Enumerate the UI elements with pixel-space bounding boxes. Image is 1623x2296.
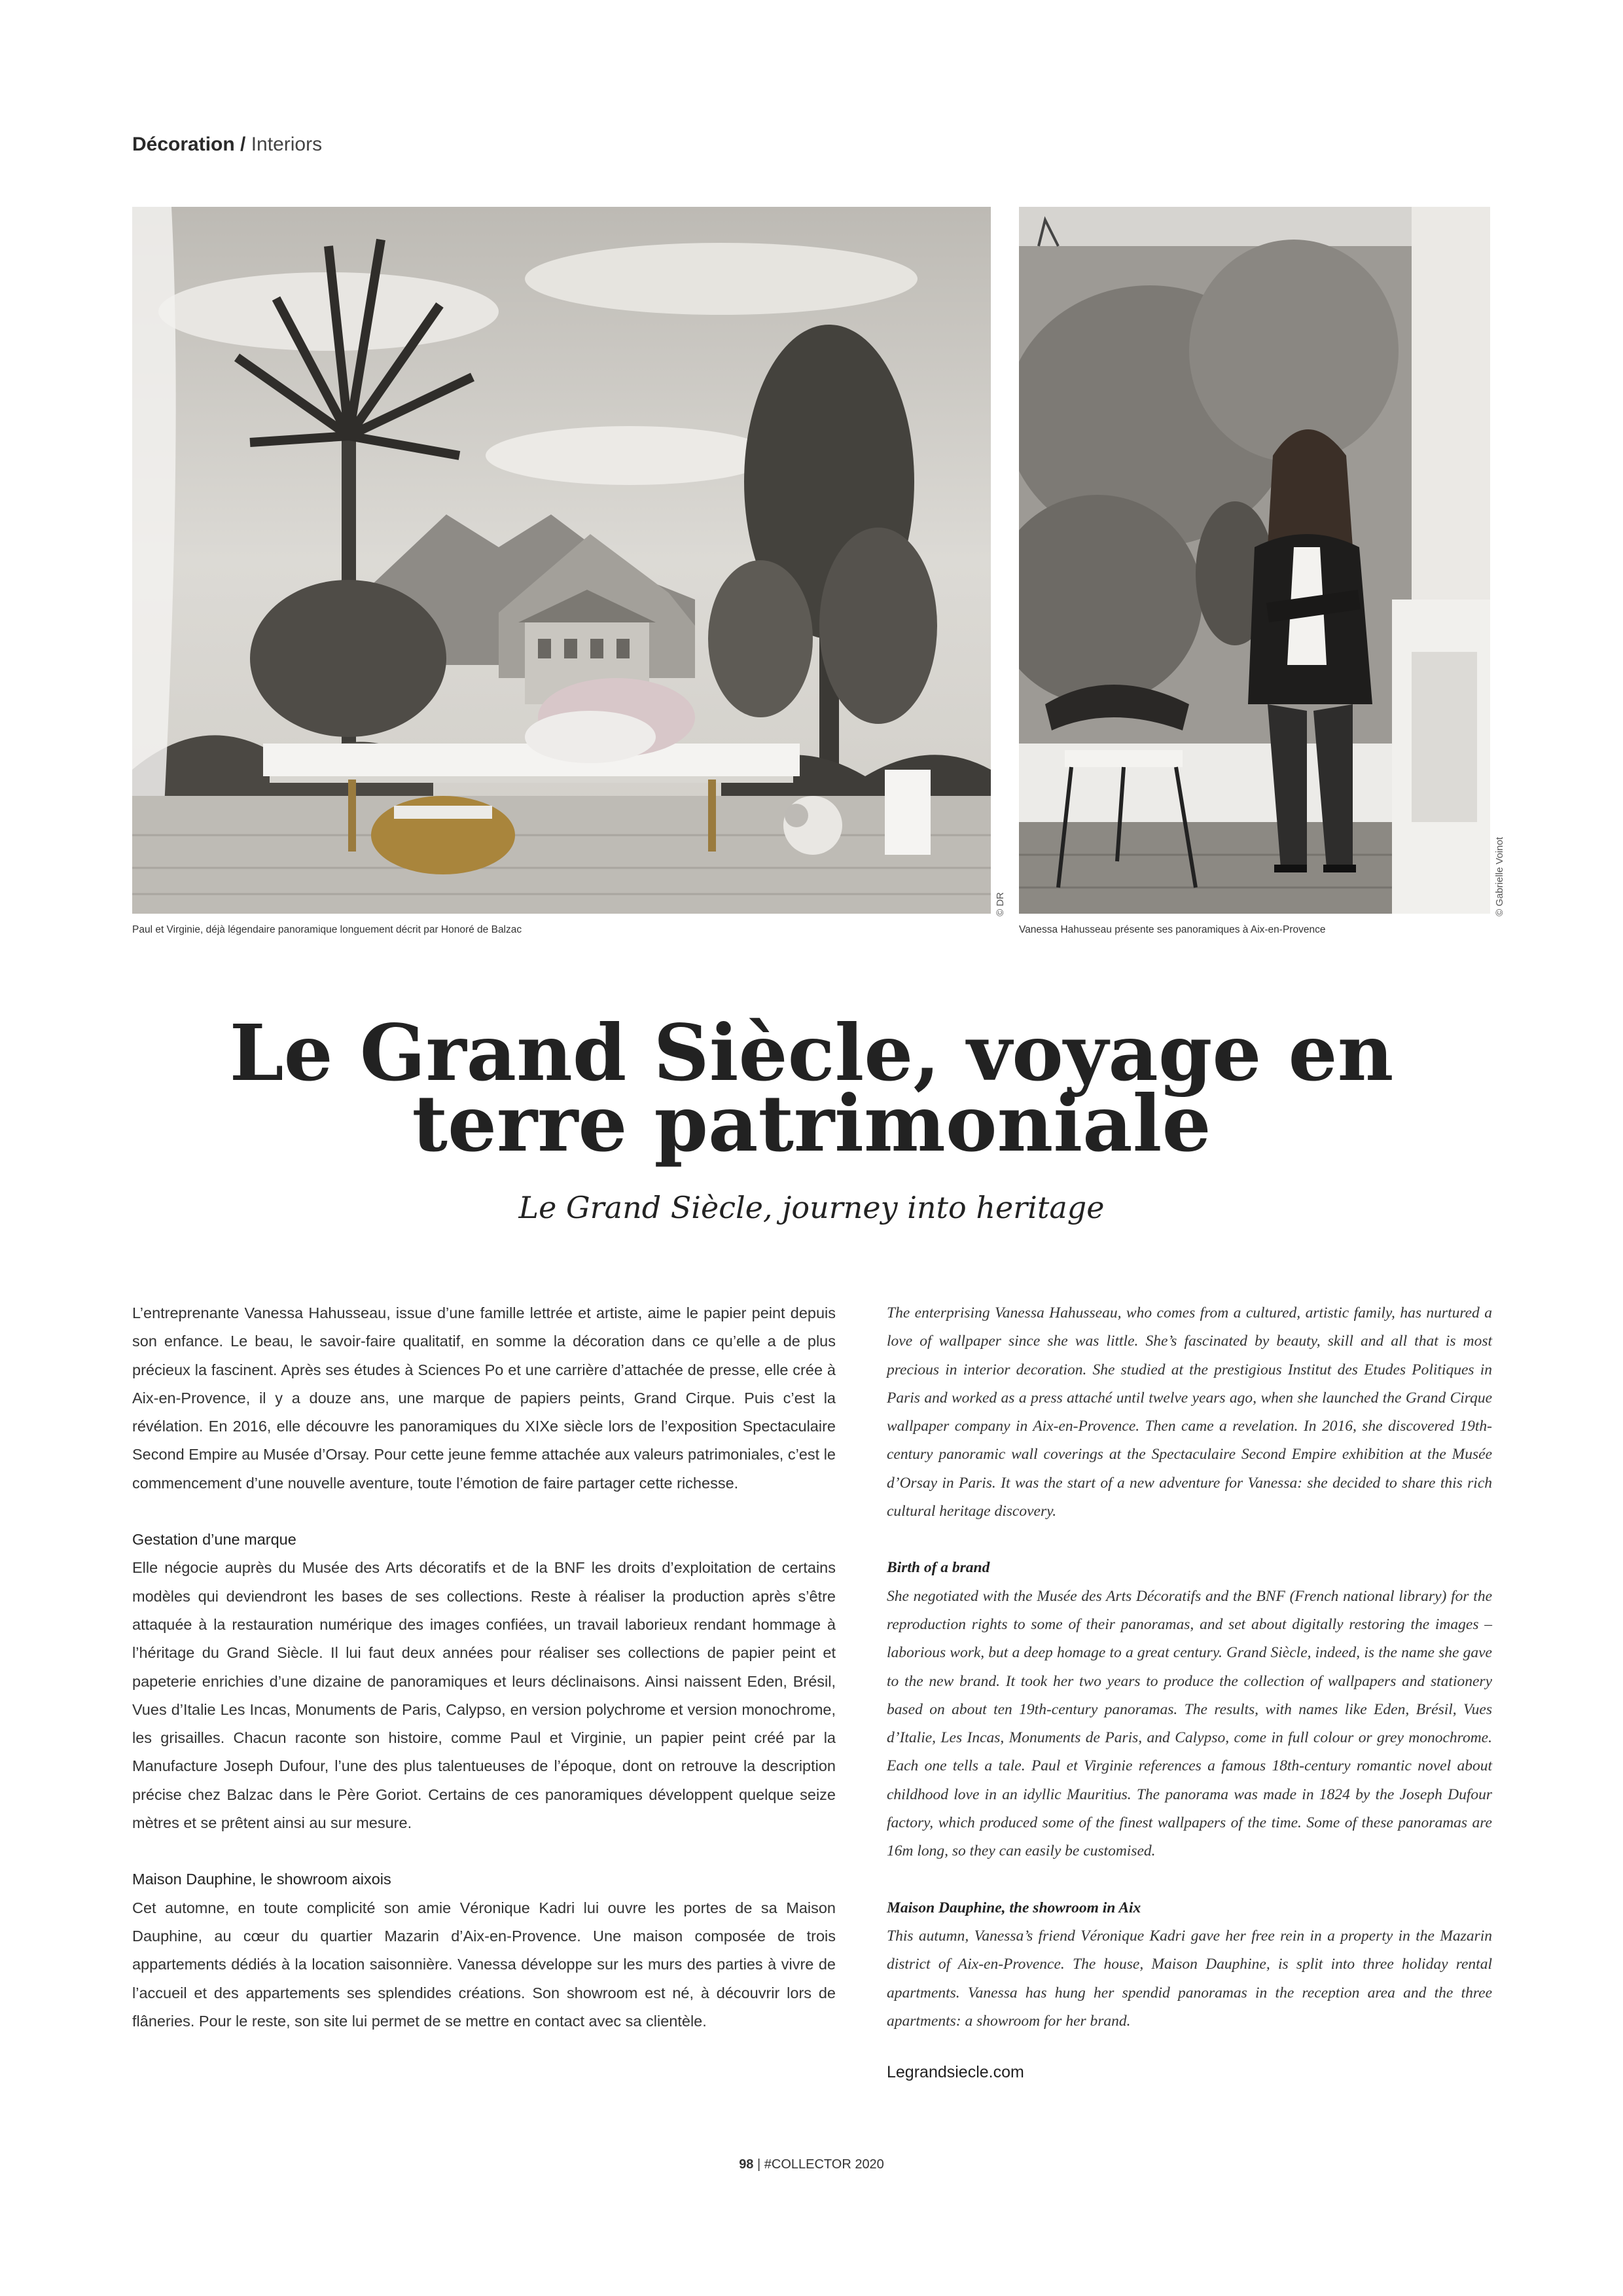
section-separator: / [234,134,251,155]
english-column [887,1299,1492,2036]
french-intro: L’entreprenante Vanessa Hahusseau, issue d’une famille lettrée et artiste, aime le papier peint depuis son enfance. Le beau, le savoir-faire qualitatif, en somme la décoration dans ce qu’elle a de plus précieux la fascinent. Après ses études à Sciences Po et une carrière d’attachée de presse, elle crée à Aix-en-Provence, il y a douze ans, une marque de papiers peints, Grand Cirque. Puis c’est la révélation. En 2016, elle découvre les panoramiques du XIXe siècle lors de l’exposition Spectaculaire Second Empire au Musée d’Orsay. Pour cette jeune femme attachée aux valeurs patrimoniales, c’est le commencement d’une nouvelle aventure, toute l’émotion de faire partager cette richesse. [132,1304,836,1492]
portrait-photo [1019,207,1490,914]
page-footer [0,2157,1623,2172]
article-subtitle: Le Grand Siècle, journey into heritage [518,1190,1105,1225]
left-photo-caption: Paul et Virginie, déjà légendaire panoramique longuement décrit par Honoré de Balzac [132,924,522,935]
right-photo-credit: © Gabrielle Voinot [1494,836,1505,916]
panoramic-wallpaper-image [132,207,991,914]
panoramic-wallpaper-photo [132,207,991,914]
english-intro: The enterprising Vanessa Hahusseau, who comes from a cultured, artistic family, has nurtured a love of wallpaper since she was little. She’s fascinated by beauty, skill and all that is most precious in interior decoration. She studied at the prestigious Institut des Etudes Politiques in Paris and worked as a press attaché until twelve years ago, when she launched the Grand Cirque wallpaper company in Aix-en-Provence. Then came a revelation. In 2016, she discovered 19th-century panoramic wall coverings at the Spectaculaire Second Empire exhibition at the Musée d’Orsay in Paris. It was the start of a new adventure for Vanessa: she decided to share this rich cultural heritage discovery. [887,1304,1492,1520]
page-number: 98 [739,2157,754,2172]
french-heading-showroom: Maison Dauphine, le showroom aixois [132,1871,391,1888]
french-column [132,1299,836,2036]
article-title-line-2: terre patrimoniale [412,1078,1211,1169]
english-body-showroom: This autumn, Vanessa’s friend Véronique Kadri gave her free rein in a property in the Mazarin district of Aix-en-Provence. The house, Maison Dauphine, is split into three holiday rental apartments. Vanessa has hung her spendid panoramas in the reception area and the three apartments: a showroom for her brand. [887,1927,1492,2030]
left-photo-credit: © DR [995,892,1006,916]
french-body-showroom: Cet automne, en toute complicité son amie Véronique Kadri lui ouvre les portes de sa Maison Dauphine, au cœur du quartier Mazarin d’Aix-en-Provence. Une maison composée de trois appartements dédiés à la location saisonnière. Vanessa développe sur les murs des parties à vivre de l’accueil et des appartements ses splendides créations. Son showroom est né, à découvrir lors de flâneries. Pour le reste, son site lui permet de se mettre en contact avec sa clientèle. [132,1899,836,2030]
french-heading-brand: Gestation d’une marque [132,1531,296,1549]
english-heading-showroom: Maison Dauphine, the showroom in Aix [887,1899,1141,1916]
section-subname: Interiors [251,134,323,155]
section-name: Décoration [132,134,235,155]
english-body-brand: She negotiated with the Musée des Arts Décoratifs and the BNF (French national library) for the reproduction rights to some of their panoramas, and set about digitally restoring the images – laborious work, but a deep homage to a great century. Grand Siècle, indeed, is the name she gave to the new brand. It took her two years to produce the collection of wallpapers and stationery based on about ten 19th-century panoramas. The results, with names like Eden, Brésil, Vues d’Italie, Les Incas, Monuments de Paris, and Calypso, come in full colour or grey monochrome. Each one tells a tale. Paul et Virginie references a famous 18th-century romantic novel about childhood love in an idyllic Mauritius. The panorama was made in 1824 by the Joseph Dufour factory, which produced some of the finest wallpapers of the time. Some of these panoramas are 16m long, so they can easily be customised. [887,1587,1492,1860]
section-label [132,134,322,156]
article-title [157,1007,1466,1169]
french-body-brand: Elle négocie auprès du Musée des Arts décoratifs et de la BNF les droits d’exploitation de certains modèles qui deviendront les bases de ses collections. Reste à réaliser la production après s’être attaquée à la restauration numérique des images confiées, un travail laborieux rendant hommage à l’héritage du Grand Siècle. Il lui faut deux années pour réaliser ses collections de papier peint et papeterie enrichies d’une dizaine de panoramiques et leurs déclinaisons. Ainsi naissent Eden, Brésil, Vues d’Italie Les Incas, Monuments de Paris, Calypso, en version polychrome et version monochrome, les grisailles. Chacun raconte son histoire, comme Paul et Virginie, un papier peint créé par la Manufacture Joseph Dufour, l’une des plus talentueuses de l’époque, dont on retrouve la description précise chez Balzac dans le Père Goriot. Certains de ces panoramiques développent quelque seize mètres et se prêtent ainsi au sur mesure. [132,1559,836,1832]
publication-name: #COLLECTOR 2020 [764,2157,884,2172]
portrait-image [1019,207,1490,914]
footer-separator: | [753,2157,764,2172]
article-title-line-1: Le Grand Siècle, voyage en [229,1007,1394,1098]
website-link[interactable]: Legrandsiecle.com [887,2063,1024,2081]
right-photo-caption: Vanessa Hahusseau présente ses panoramiques à Aix-en-Provence [1019,924,1326,935]
english-heading-brand: Birth of a brand [887,1559,990,1577]
